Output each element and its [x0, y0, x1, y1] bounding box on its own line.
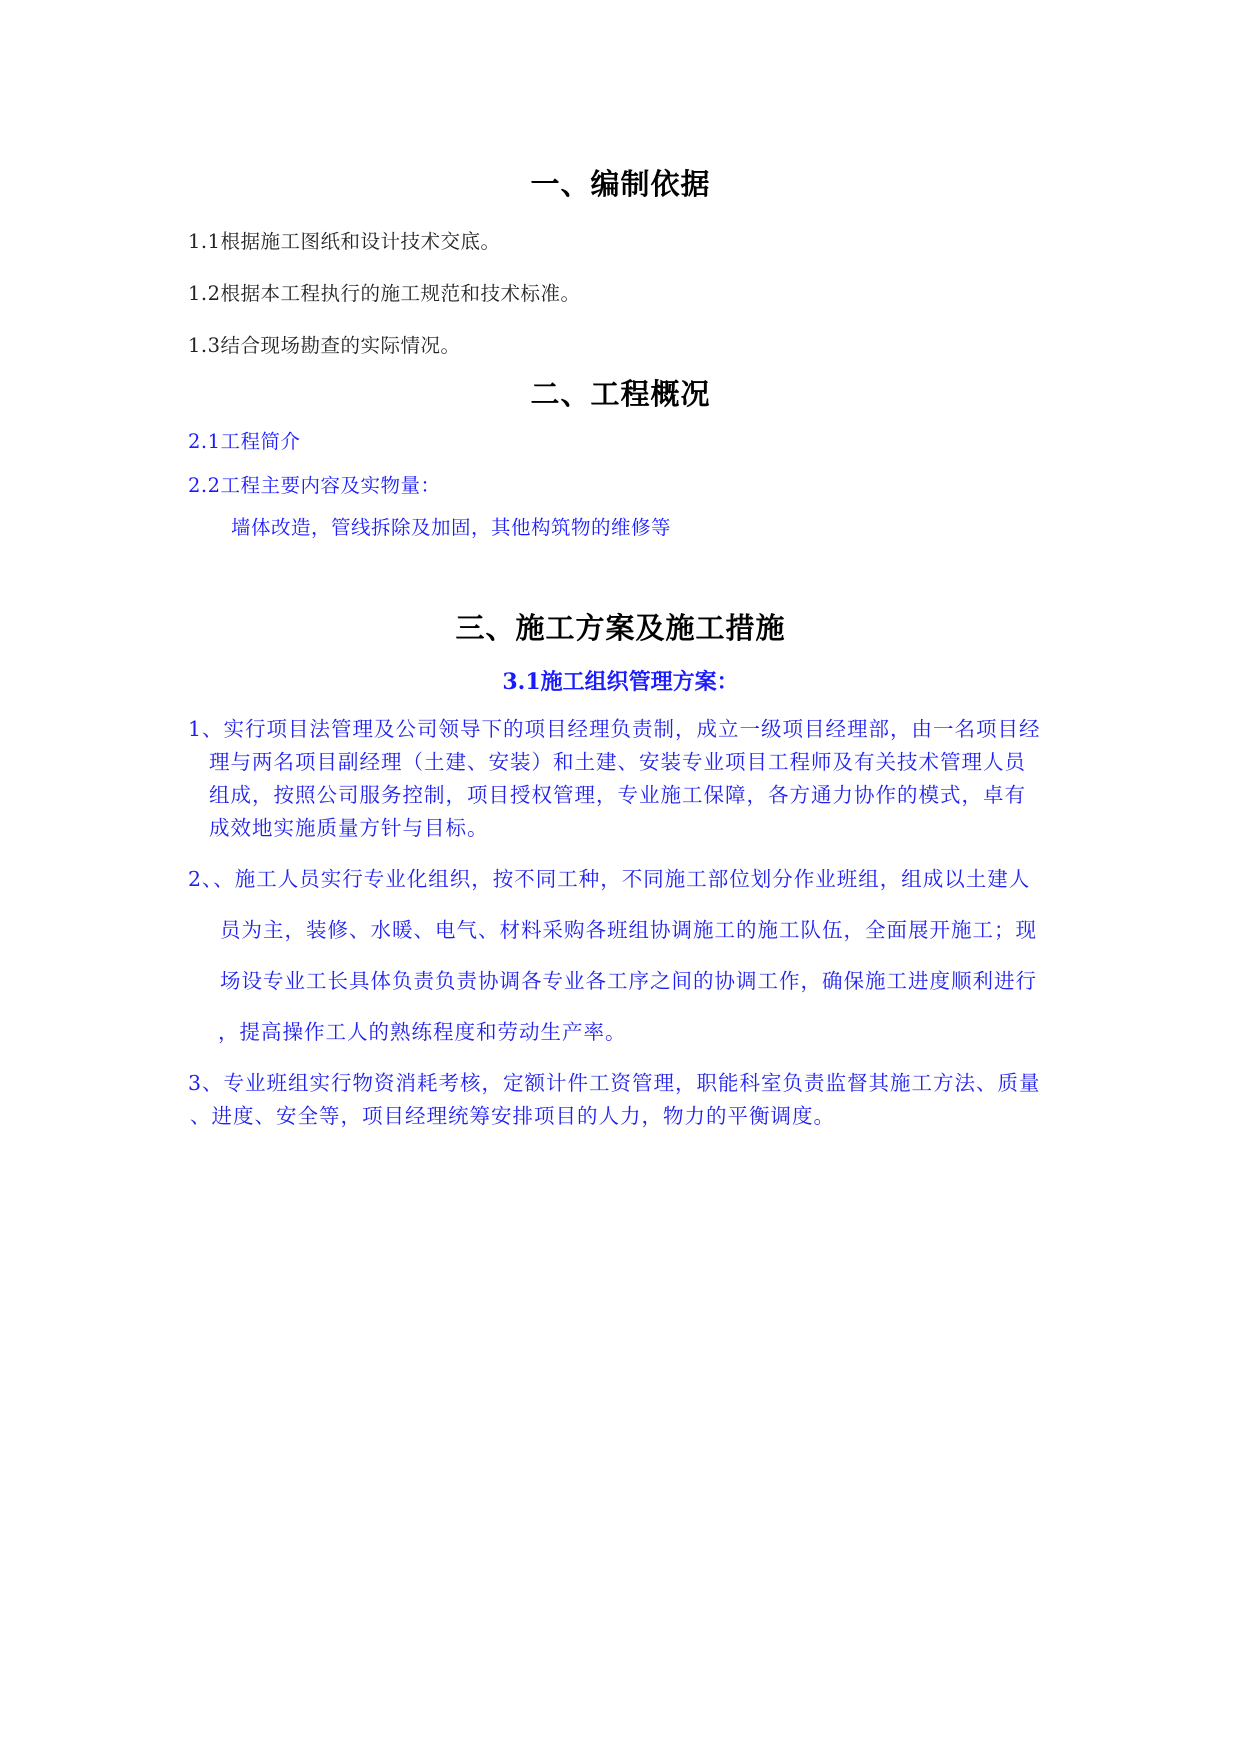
paragraph-2-line: 员为主，装修、水暖、电气、材料采购各班组协调施工的施工队伍，全面展开施工；现 [220, 918, 1037, 942]
paragraph-1-line: 成效地实施质量方针与目标。 [209, 816, 489, 840]
paragraph-3-line: 3、专业班组实行物资消耗考核，定额计件工资管理，职能科室负责监督其施工方法、质量 [188, 1071, 1041, 1095]
paragraph-1-line: 理与两名项目副经理（土建、安装）和土建、安装专业项目工程师及有关技术管理人员 [209, 750, 1026, 774]
paragraph-2-line: 场设专业工长具体负责负责协调各专业各工序之间的协调工作，确保施工进度顺利进行 [220, 969, 1037, 993]
paragraph-2-line: 2、、施工人员实行专业化组织，按不同工种，不同施工部位划分作业班组，组成以土建人 [188, 867, 1031, 891]
paragraph-2-line: ，提高操作工人的熟练程度和劳动生产率。 [218, 1020, 627, 1044]
section-3-subtitle: 3.1施工组织管理方案： [502, 669, 739, 695]
paragraph-1-line: 组成，按照公司服务控制，项目授权管理，专业施工保障，各方通力协作的模式，卓有 [209, 783, 1026, 807]
paragraph-1-line: 1、实行项目法管理及公司领导下的项目经理负责制，成立一级项目经理部，由一名项目经 [188, 717, 1041, 741]
section-2-content: 墙体改造，管线拆除及加固，其他构筑物的维修等 [231, 516, 672, 539]
section-2-item: 2.2工程主要内容及实物量： [188, 474, 441, 497]
section-1-item: 1.3结合现场勘查的实际情况。 [188, 334, 461, 357]
section-2-title: 二、工程概况 [530, 377, 711, 411]
section-2-item: 2.1工程简介 [188, 430, 301, 453]
paragraph-3-line: 、进度、安全等，项目经理统筹安排项目的人力，物力的平衡调度。 [190, 1104, 835, 1128]
section-1-title: 一、编制依据 [530, 167, 711, 201]
section-3-title: 三、施工方案及施工措施 [455, 611, 786, 645]
section-1-item: 1.2根据本工程执行的施工规范和技术标准。 [188, 282, 581, 305]
section-1-item: 1.1根据施工图纸和设计技术交底。 [188, 230, 501, 253]
